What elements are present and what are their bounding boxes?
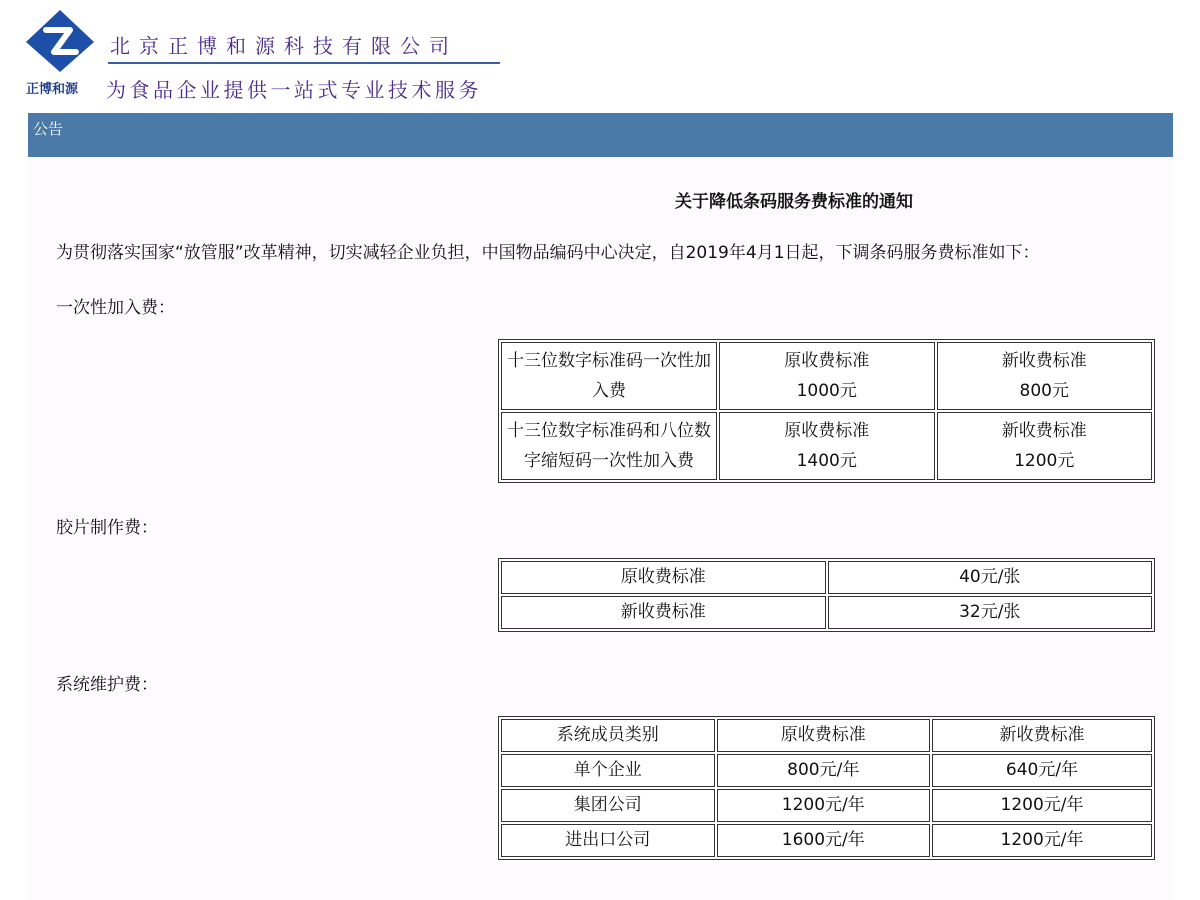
table-row (501, 824, 1152, 857)
fee-item-cell (501, 412, 717, 480)
film-fee-value: 32元/张 (828, 596, 1153, 629)
section-label-maintenance-fee: 系统维护费： (56, 675, 158, 695)
table-row (501, 596, 1152, 629)
logo-text: 正博和源 (26, 82, 79, 97)
film-fee-table (498, 558, 1155, 632)
notice-title: 关于降低条码服务费标准的通知 (675, 192, 913, 212)
new-fee-value: 1200元 (1014, 451, 1075, 471)
fee-item-cell (501, 342, 717, 410)
table-row (501, 342, 1152, 410)
old-fee-cell (719, 342, 935, 410)
table-header-cell: 系统成员类别 (501, 719, 715, 752)
maintenance-fee-table (498, 716, 1155, 860)
table-cell: 1200元/年 (932, 824, 1152, 857)
table-row (501, 754, 1152, 787)
table-cell: 800元/年 (717, 754, 931, 787)
company-logo-icon (24, 8, 96, 74)
old-fee-label: 原收费标准 (784, 421, 870, 441)
new-fee-value: 800元 (1019, 381, 1069, 401)
old-fee-value: 1400元 (796, 451, 857, 471)
old-fee-cell (719, 412, 935, 480)
table-cell: 1200元/年 (932, 789, 1152, 822)
new-fee-cell (937, 412, 1153, 480)
old-fee-value: 1000元 (796, 381, 857, 401)
company-slogan: 为食品企业提供一站式专业技术服务 (106, 78, 482, 102)
table-header-cell: 新收费标准 (932, 719, 1152, 752)
new-fee-cell (937, 342, 1153, 410)
announcement-bar-title: 公告 (33, 120, 64, 138)
table-cell: 1200元/年 (717, 789, 931, 822)
table-row (501, 789, 1152, 822)
new-fee-label: 新收费标准 (1001, 351, 1087, 371)
company-name: 北京正博和源科技有限公司 (110, 34, 458, 58)
section-label-joining-fee: 一次性加入费： (56, 298, 175, 318)
table-header-cell: 原收费标准 (717, 719, 931, 752)
notice-intro: 为贯彻落实国家“放管服”改革精神，切实减轻企业负担，中国物品编码中心决定，自2019年4月1日起，下调条码服务费标准如下： (56, 243, 1040, 263)
fee-item-line: 十三位数字标准码一次性加 (507, 351, 711, 371)
fee-item-line: 字缩短码一次性加入费 (524, 451, 694, 471)
table-row (501, 412, 1152, 480)
film-fee-label: 原收费标准 (501, 561, 826, 594)
fee-item-line: 入费 (592, 381, 626, 401)
table-row (501, 561, 1152, 594)
company-name-underline (108, 62, 500, 64)
old-fee-label: 原收费标准 (784, 351, 870, 371)
fee-item-line: 十三位数字标准码和八位数 (507, 421, 711, 441)
table-cell: 640元/年 (932, 754, 1152, 787)
table-cell: 1600元/年 (717, 824, 931, 857)
announcement-bar (28, 113, 1173, 157)
table-cell: 集团公司 (501, 789, 715, 822)
table-cell: 单个企业 (501, 754, 715, 787)
film-fee-label: 新收费标准 (501, 596, 826, 629)
site-header (0, 0, 1200, 110)
joining-fee-table (498, 339, 1155, 483)
table-header-row (501, 719, 1152, 752)
new-fee-label: 新收费标准 (1001, 421, 1087, 441)
section-label-film-fee: 胶片制作费： (56, 518, 158, 538)
table-cell: 进出口公司 (501, 824, 715, 857)
film-fee-value: 40元/张 (828, 561, 1153, 594)
